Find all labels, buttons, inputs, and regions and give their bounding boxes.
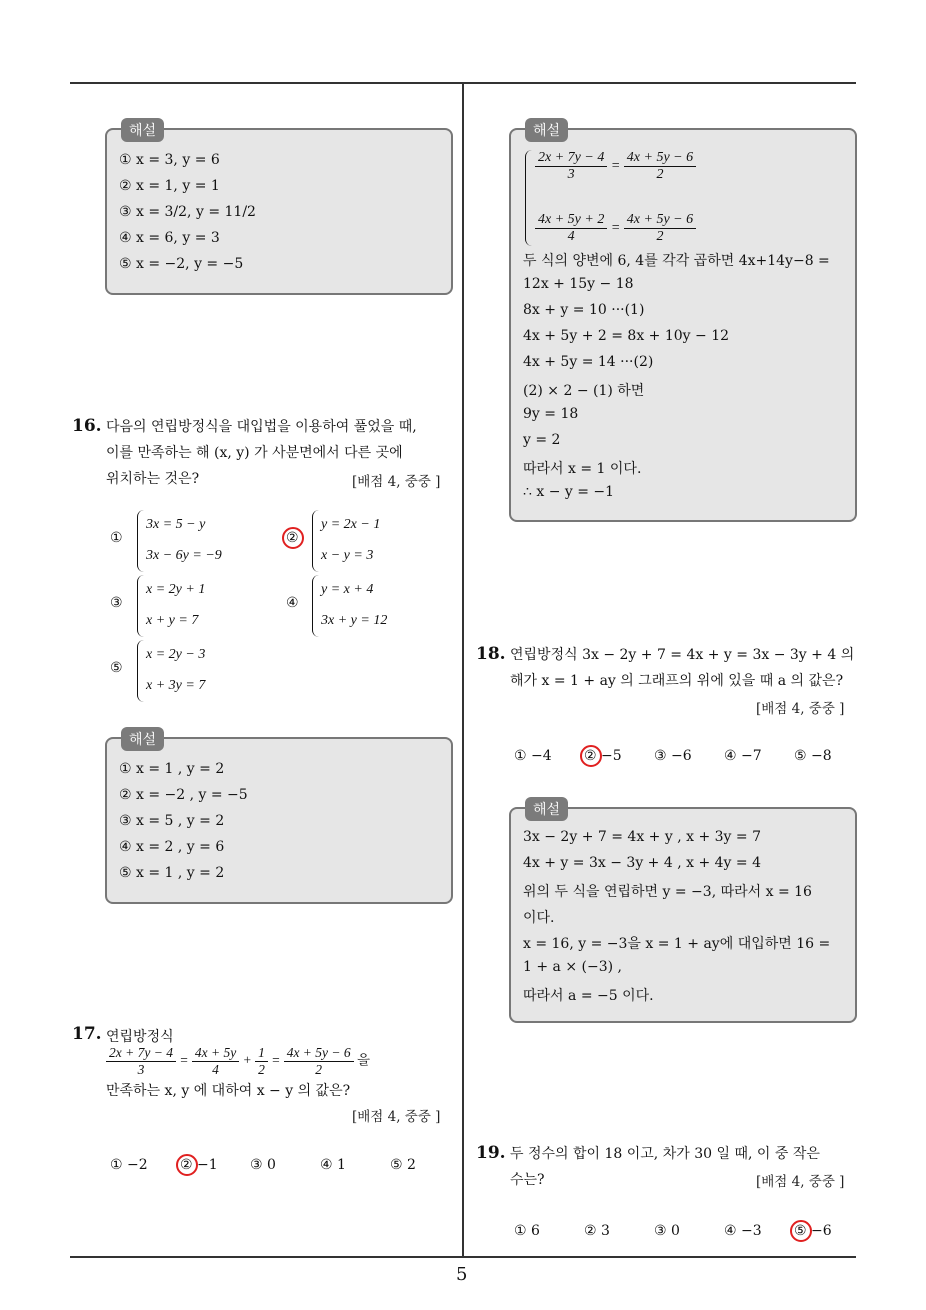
- option-mark[interactable]: ②: [286, 530, 299, 546]
- choice-1[interactable]: ① −2: [110, 1157, 148, 1173]
- solution-line: 두 식의 양변에 6, 4를 각각 곱하면 4x+14y−8 =: [523, 253, 830, 269]
- fraction: $\frac{2x + 7y - 4}{3}$: [535, 150, 607, 183]
- solution-box-17: [509, 123, 857, 522]
- option-mark[interactable]: ③: [110, 595, 123, 611]
- system-brace: [312, 510, 319, 572]
- equation: x + 3y = 7: [146, 678, 206, 693]
- system-equation: $\frac{2x + 7y - 4}{3}$ = $\frac{4x + 5y}{4}$ + $\frac{1}{2}$ = $\frac{4x + 5y - 6}{2}$ 을: [106, 1045, 370, 1078]
- system-brace: [137, 575, 144, 637]
- question-number: 19.: [476, 1143, 506, 1163]
- system-brace: [312, 575, 319, 637]
- solution-line: ⑤ x = 1 , y = 2: [119, 865, 225, 881]
- solution-line: ① x = 1 , y = 2: [119, 761, 225, 777]
- solution-line: ③ x = 3/2, y = 11/2: [119, 204, 256, 220]
- equation: y = x + 4: [321, 582, 374, 597]
- score-label: [배점 4, 중중 ]: [352, 1109, 441, 1125]
- fraction: $\frac{1}{2}$: [255, 1045, 268, 1078]
- equation: y = 2x − 1: [321, 517, 381, 532]
- solution-tag: 해설: [525, 797, 568, 821]
- solution-line: 9y = 18: [523, 406, 579, 422]
- solution-line: y = 2: [523, 432, 561, 448]
- solution-line: ④ x = 2 , y = 6: [119, 839, 225, 855]
- fraction: $\frac{4x + 5y}{4}$: [192, 1045, 239, 1078]
- fraction: $\frac{4x + 5y - 6}{2}$: [624, 212, 696, 245]
- solution-line: 3x − 2y + 7 = 4x + y , x + 3y = 7: [523, 829, 761, 845]
- choice-1[interactable]: ① 6: [514, 1223, 540, 1239]
- solution-line: 1 + a × (−3) ,: [523, 959, 622, 975]
- score-label: [배점 4, 중중 ]: [756, 1174, 845, 1190]
- fraction: $\frac{2x + 7y - 4}{3}$: [106, 1045, 176, 1078]
- question-line: 이를 만족하는 해 (x, y) 가 사분면에서 다른 곳에: [106, 445, 403, 461]
- solution-box-18: [509, 802, 857, 1023]
- solution-box-15: [105, 123, 453, 295]
- solution-tag: 해설: [121, 727, 164, 751]
- solution-line: 이다.: [523, 910, 555, 926]
- column-divider: [462, 82, 464, 1258]
- score-label: [배점 4, 중중 ]: [756, 701, 845, 717]
- choice-5[interactable]: ⑤ −8: [794, 748, 832, 764]
- choice-3[interactable]: ③ 0: [250, 1157, 276, 1173]
- choice-2[interactable]: ② 3: [584, 1223, 610, 1239]
- solution-box-16: [105, 732, 453, 904]
- solution-line: x = 16, y = −3을 x = 1 + ay에 대입하면 16 =: [523, 936, 831, 952]
- question-line: 다음의 연립방정식을 대입법을 이용하여 풀었을 때,: [106, 419, 417, 435]
- choice-5[interactable]: ⑤ −6: [794, 1223, 832, 1239]
- choice-2[interactable]: ② −1: [180, 1157, 218, 1173]
- solution-line: 4x + y = 3x − 3y + 4 , x + 4y = 4: [523, 855, 761, 871]
- solution-line: 8x + y = 10 ···(1): [523, 302, 645, 318]
- choice-5[interactable]: ⑤ 2: [390, 1157, 416, 1173]
- question-number: 17.: [72, 1024, 102, 1044]
- solution-line: ④ x = 6, y = 3: [119, 230, 220, 246]
- question-line: 위치하는 것은?: [106, 471, 200, 487]
- system-equation-2: $\frac{4x + 5y + 2}{4}$ = $\frac{4x + 5y - 6}{2}$: [535, 212, 696, 245]
- choice-2[interactable]: ② −5: [584, 748, 622, 764]
- equation: 3x − 6y = −9: [146, 548, 222, 563]
- fraction: $\frac{4x + 5y - 6}{2}$: [284, 1045, 354, 1078]
- option-mark[interactable]: ④: [286, 595, 299, 611]
- solution-line: 4x + 5y + 2 = 8x + 10y − 12: [523, 328, 730, 344]
- choice-4[interactable]: ④ −7: [724, 748, 762, 764]
- option-mark[interactable]: ①: [110, 530, 123, 546]
- score-label: [배점 4, 중중 ]: [352, 474, 441, 490]
- system-equation-1: $\frac{2x + 7y - 4}{3}$ = $\frac{4x + 5y - 6}{2}$: [535, 150, 696, 183]
- solution-line: ∴ x − y = −1: [523, 484, 615, 500]
- solution-line: 따라서 a = −5 이다.: [523, 988, 654, 1004]
- page-number: 5: [456, 1264, 468, 1285]
- question-line: 연립방정식: [106, 1029, 174, 1045]
- solution-line: ① x = 3, y = 6: [119, 152, 220, 168]
- solution-line: (2) × 2 − (1) 하면: [523, 383, 645, 399]
- system-brace: [137, 640, 144, 702]
- option-mark[interactable]: ⑤: [110, 660, 123, 676]
- solution-tag: 해설: [121, 118, 164, 142]
- choice-3[interactable]: ③ −6: [654, 748, 692, 764]
- question-line: 두 정수의 합이 18 이고, 차가 30 일 때, 이 중 작은: [510, 1146, 820, 1162]
- choice-4[interactable]: ④ 1: [320, 1157, 346, 1173]
- equation: x = 2y − 3: [146, 647, 206, 662]
- solution-line: ③ x = 5 , y = 2: [119, 813, 225, 829]
- solution-line: ② x = −2 , y = −5: [119, 787, 248, 803]
- fraction: $\frac{4x + 5y + 2}{4}$: [535, 212, 607, 245]
- bottom-rule: [70, 1256, 856, 1258]
- equation: 3x + y = 12: [321, 613, 388, 628]
- system-brace: [525, 150, 532, 246]
- system-brace: [137, 510, 144, 572]
- solution-line: ② x = 1, y = 1: [119, 178, 220, 194]
- question-number: 18.: [476, 644, 506, 664]
- equation: 3x = 5 − y: [146, 517, 206, 532]
- choice-1[interactable]: ① −4: [514, 748, 552, 764]
- equation: x + y = 7: [146, 613, 199, 628]
- question-number: 16.: [72, 416, 102, 436]
- choice-4[interactable]: ④ −3: [724, 1223, 762, 1239]
- solution-line: 위의 두 식을 연립하면 y = −3, 따라서 x = 16: [523, 884, 812, 900]
- solution-tag: 해설: [525, 118, 568, 142]
- question-line: 연립방정식 3x − 2y + 7 = 4x + y = 3x − 3y + 4 의: [510, 647, 855, 663]
- fraction: $\frac{4x + 5y - 6}{2}$: [624, 150, 696, 183]
- solution-line: 12x + 15y − 18: [523, 276, 634, 292]
- solution-line: 4x + 5y = 14 ···(2): [523, 354, 654, 370]
- equation: x − y = 3: [321, 548, 374, 563]
- question-line: 해가 x = 1 + ay 의 그래프의 위에 있을 때 a 의 값은?: [510, 673, 844, 689]
- solution-line: ⑤ x = −2, y = −5: [119, 256, 244, 272]
- question-text: [510, 642, 860, 694]
- equation: x = 2y + 1: [146, 582, 206, 597]
- solution-line: 따라서 x = 1 이다.: [523, 461, 642, 477]
- question-line: 수는?: [510, 1172, 545, 1188]
- question-line: 만족하는 x, y 에 대하여 x − y 의 값은?: [106, 1083, 351, 1099]
- choice-3[interactable]: ③ 0: [654, 1223, 680, 1239]
